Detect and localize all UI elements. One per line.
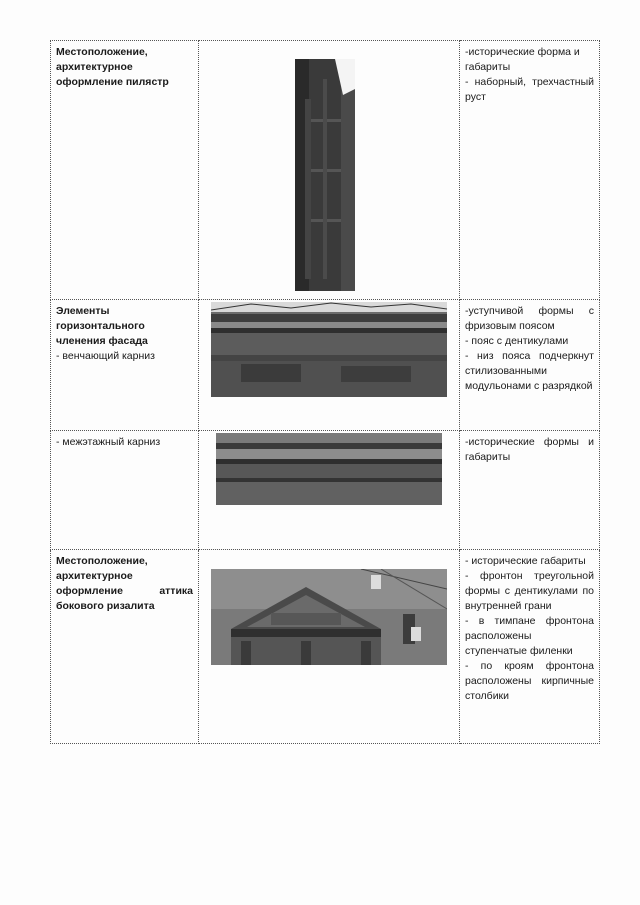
description-line: - по кроям фронтона расположены кирпичные столбики — [465, 660, 594, 702]
description-line: - в тимпане фронтона расположены ступенчатые филенки — [465, 615, 594, 657]
description-line: - пояс с дентикулами — [465, 335, 569, 347]
row-label-cell — [51, 41, 199, 300]
attic-pediment-photo — [211, 569, 447, 665]
row-label-plain: - межэтажный карниз — [56, 436, 161, 448]
table-row — [51, 41, 600, 300]
description-line: -уступчивой формы с фризовым поясом — [465, 305, 594, 332]
interfloor-cornice-photo — [216, 433, 442, 505]
row-label-plain: - венчающий карниз — [56, 350, 155, 362]
description-line: - исторические габариты — [465, 555, 586, 567]
photo-cell — [199, 431, 460, 550]
row-description-cell — [460, 300, 600, 431]
pilaster-photo — [295, 59, 355, 291]
row-label-bold: Элементы горизонтального членения фасада — [56, 305, 148, 347]
row-description-cell — [460, 41, 600, 300]
photo-cell — [199, 550, 460, 744]
row-label-cell — [51, 550, 199, 744]
crowning-cornice-photo — [211, 302, 447, 397]
photo-cell — [199, 300, 460, 431]
row-label-cell — [51, 431, 199, 550]
description-line: - фронтон треугольной формы с дентикулами по внутренней грани — [465, 570, 594, 612]
photo-cell — [199, 41, 460, 300]
table-row — [51, 550, 600, 744]
inspection-table — [50, 40, 600, 744]
description-line: -исторические форма и габариты — [465, 46, 580, 73]
row-label-bold: Местоположение, архитектурное оформление пилястр — [56, 46, 169, 88]
description-line: -исторические формы и габариты — [465, 436, 594, 463]
description-line: - низ пояса подчеркнут стилизованными модульонами с разрядкой — [465, 350, 594, 392]
table-row — [51, 431, 600, 550]
row-label-bold: Местоположение, архитектурное оформление аттика бокового ризалита — [56, 555, 193, 612]
row-description-cell — [460, 431, 600, 550]
description-line: - наборный, трехчастный руст — [465, 76, 594, 103]
row-description-cell — [460, 550, 600, 744]
row-label-cell — [51, 300, 199, 431]
table-row — [51, 300, 600, 431]
